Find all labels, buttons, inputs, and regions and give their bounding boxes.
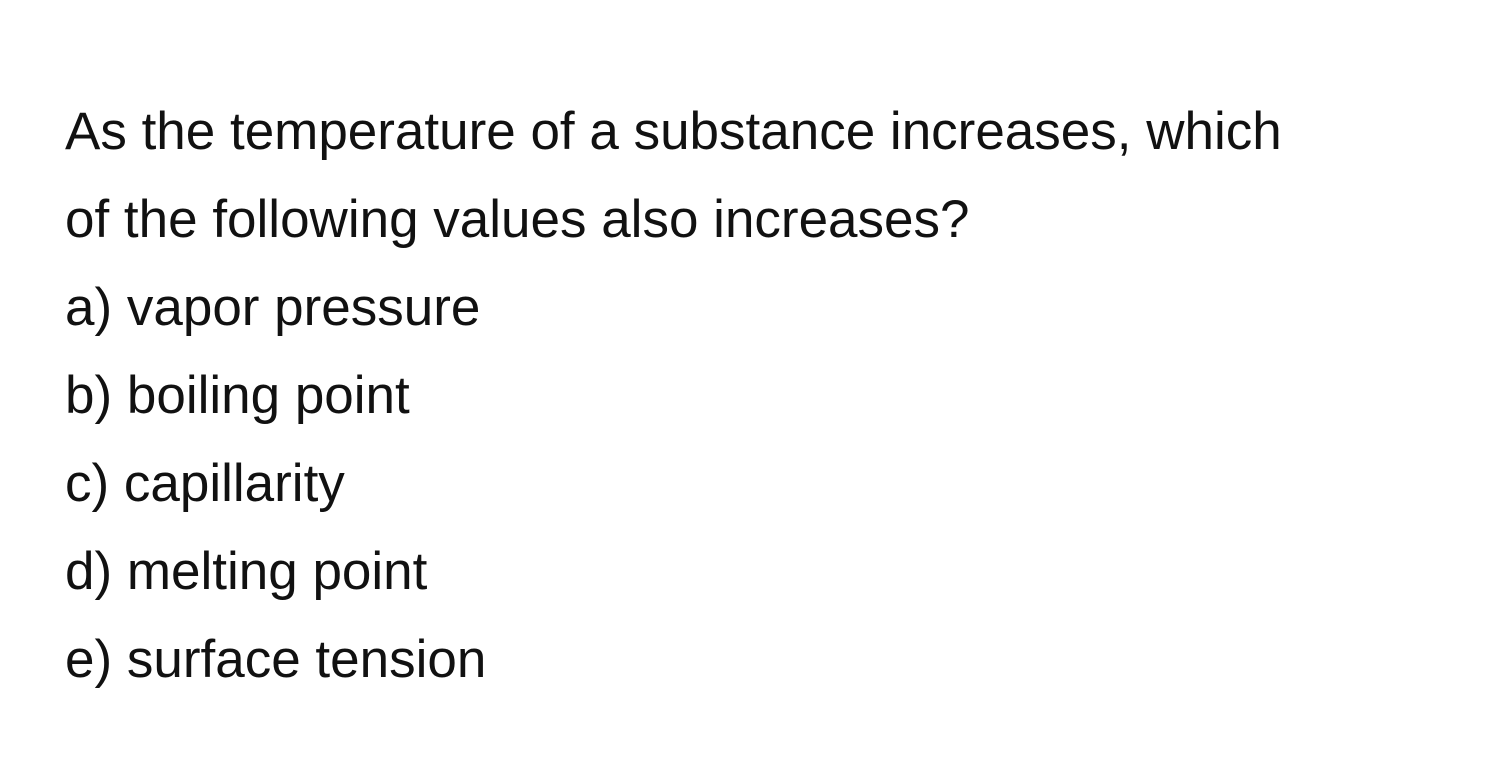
option-text: surface tension <box>126 630 487 689</box>
option-letter: c) <box>65 454 110 513</box>
answer-options <box>65 264 1455 704</box>
question-line-1: As the temperature of a substance increases, which <box>65 102 1282 161</box>
question-document <box>65 88 1455 704</box>
option-a[interactable] <box>65 264 1455 352</box>
option-text: vapor pressure <box>126 278 481 337</box>
option-b[interactable] <box>65 352 1455 440</box>
option-d[interactable] <box>65 528 1455 616</box>
option-letter: a) <box>65 278 113 337</box>
question-line-2: of the following values also increases? <box>65 190 970 249</box>
question-text <box>65 88 1455 264</box>
option-letter: d) <box>65 542 113 601</box>
option-text: boiling point <box>126 366 410 425</box>
option-e[interactable] <box>65 616 1455 704</box>
option-letter: b) <box>65 366 113 425</box>
option-text: melting point <box>126 542 428 601</box>
option-c[interactable] <box>65 440 1455 528</box>
option-text: capillarity <box>123 454 345 513</box>
option-letter: e) <box>65 630 113 689</box>
